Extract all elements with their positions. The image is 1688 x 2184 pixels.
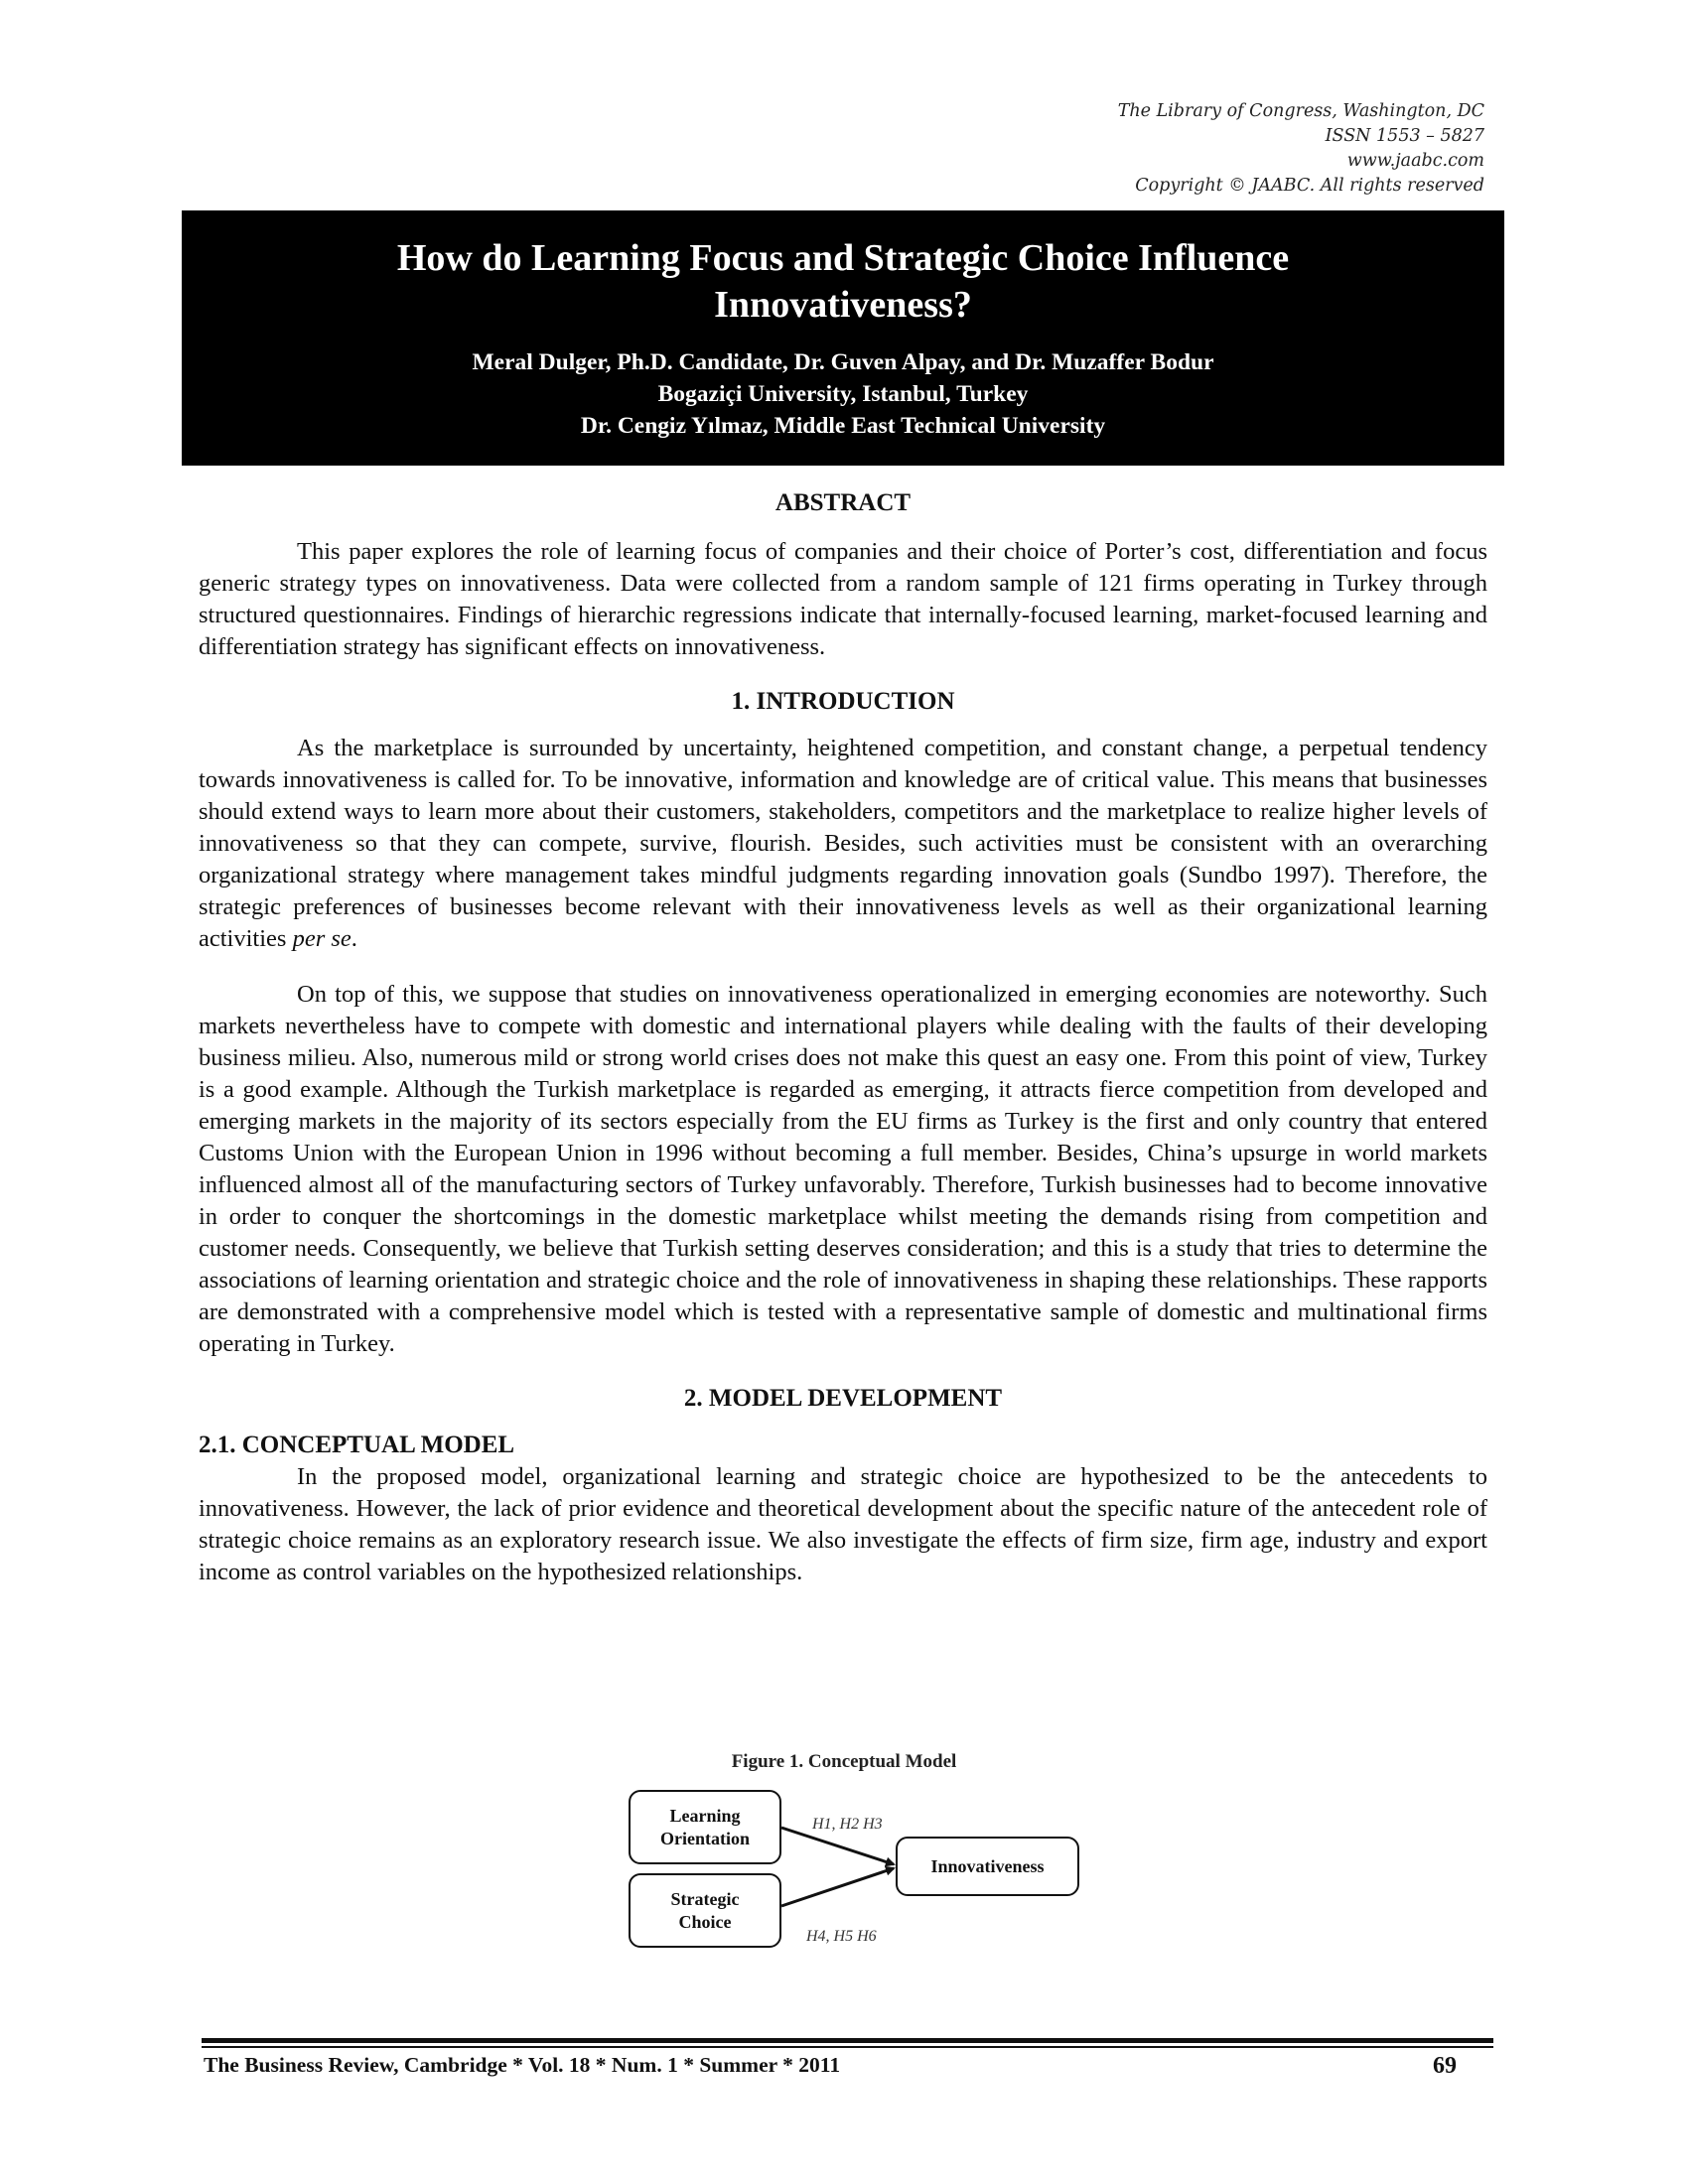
hypotheses-label-top: H1, H2 H3 xyxy=(812,1816,883,1833)
intro-p1-text: As the marketplace is surrounded by uncertainty, heightened competition, and constant change, a perpetual tendency towards innovativeness is called for. To be innovative, information and knowledge are of critical value. This means that businesses should extend ways to learn more about their customers, stakeholders, competitors and the marketplace to realize higher levels of innovativeness so that they can compete, survive, flourish. Besides, such activities must be consistent with an overarching organizational strategy where management takes mindful judgments regarding innovation goals (Sundbo 1997). Therefore, the strategic preferences of businesses become relevant with their innovativeness levels as well as their organizational learning activities xyxy=(199,735,1487,952)
abstract-paragraph: This paper explores the role of learning focus of companies and their choice of Porter’s cost, differentiation and focus generic strategy types on innovativeness. Data were collected from a random sample of 121 firms operating in Turkey through structured questionnaires. Findings of hierarchic regressions indicate that internally-focused learning, market-focused learning and differentiation strategy has significant effects on innovativeness. xyxy=(199,538,1487,660)
footer-rule-thin xyxy=(202,2046,1493,2048)
paper-title: How do Learning Focus and Strategic Choice Influence Innovativeness? xyxy=(396,237,1290,326)
author-block xyxy=(182,346,1504,442)
hypotheses-label-bottom: H4, H5 H6 xyxy=(806,1928,877,1945)
figure-caption: Figure 1. Conceptual Model xyxy=(731,1751,957,1772)
conceptual-model-subheading: 2.1. CONCEPTUAL MODEL xyxy=(199,1432,515,1458)
learning-node-label-2: Orientation xyxy=(660,1828,750,1848)
strategic-node-label-1: Strategic xyxy=(670,1888,740,1909)
title-block xyxy=(182,210,1504,466)
second-affiliation-line: Dr. Cengiz Yılmaz, Middle East Technical University xyxy=(580,413,1106,439)
header-library-line: The Library of Congress, Washington, DC xyxy=(1117,101,1484,121)
arrow-strategic-to-innovativeness xyxy=(781,1868,894,1906)
header-website-line: www.jaabc.com xyxy=(1346,151,1484,171)
conceptual-model-diagram xyxy=(626,1782,1082,1956)
learning-orientation-node xyxy=(629,1790,781,1864)
introduction-heading: 1. INTRODUCTION xyxy=(731,688,955,715)
conceptual-model-paragraph: In the proposed model, organizational learning and strategic choice are hypothesized to be the antecedents to innovativeness. However, the lack of prior evidence and theoretical development about the specific nature of the antecedent role of strategic choice remains as an exploratory research issue. We also investigate the effects of firm size, firm age, industry and export income as control variables on the hypothesized relationships. xyxy=(199,1463,1487,1585)
learning-node-label-1: Learning xyxy=(669,1805,741,1826)
header-copyright-line: Copyright © JAABC. All rights reserved xyxy=(1135,176,1484,196)
page-number: 69 xyxy=(1433,2053,1457,2079)
strategic-choice-node xyxy=(629,1873,781,1948)
journal-header-meta xyxy=(1118,99,1484,199)
article-body xyxy=(199,484,1487,1588)
intro-p1-italic: per se xyxy=(292,925,352,952)
introduction-paragraph-2: On top of this, we suppose that studies on innovativeness operationalized in emerging economies are noteworthy. Such markets nevertheless have to compete with domestic and international players while dealing with the faults of their developing business milieu. Also, numerous mild or strong world crises does not make this quest an easy one. From this point of view, Turkey is a good example. Although the Turkish marketplace is regarded as emerging, it attracts fierce competition from developed and emerging markets in the majority of its sectors especially from the EU firms as Turkey is the first and only country that entered Customs Union with the European Union in 1996 without becoming a full member. Besides, China’s upsurge in world markets influenced almost all of the manufacturing sectors of Turkey unfavorably. Therefore, Turkish businesses had to become innovative in order to conquer the shortcomings in the domestic marketplace whilst meeting the demands rising from competition and customer needs. Consequently, we believe that Turkish setting deserves consideration; and this is a study that tries to determine the associations of learning orientation and strategic choice and the role of innovativeness in shaping these relationships. These rapports are demonstrated with a comprehensive model which is tested with a representative sample of domestic and multinational firms operating in Turkey. xyxy=(199,981,1487,1357)
innovativeness-node: Innovativeness xyxy=(896,1837,1079,1896)
header-issn-line: ISSN 1553 – 5827 xyxy=(1325,126,1484,146)
strategic-node-label-2: Choice xyxy=(678,1911,732,1932)
footer-journal-citation: The Business Review, Cambridge * Vol. 18 * Num. 1 * Summer * 2011 xyxy=(204,2053,841,2077)
footer-rule-thick xyxy=(202,2038,1493,2043)
model-development-heading: 2. MODEL DEVELOPMENT xyxy=(683,1385,1003,1412)
abstract-heading: ABSTRACT xyxy=(774,489,912,516)
authors-line: Meral Dulger, Ph.D. Candidate, Dr. Guven Alpay, and Dr. Muzaffer Bodur xyxy=(472,349,1214,375)
affiliation-line: Bogaziçi University, Istanbul, Turkey xyxy=(657,381,1029,407)
introduction-paragraph-1 xyxy=(199,733,1487,955)
intro-p1-end: . xyxy=(351,925,357,952)
